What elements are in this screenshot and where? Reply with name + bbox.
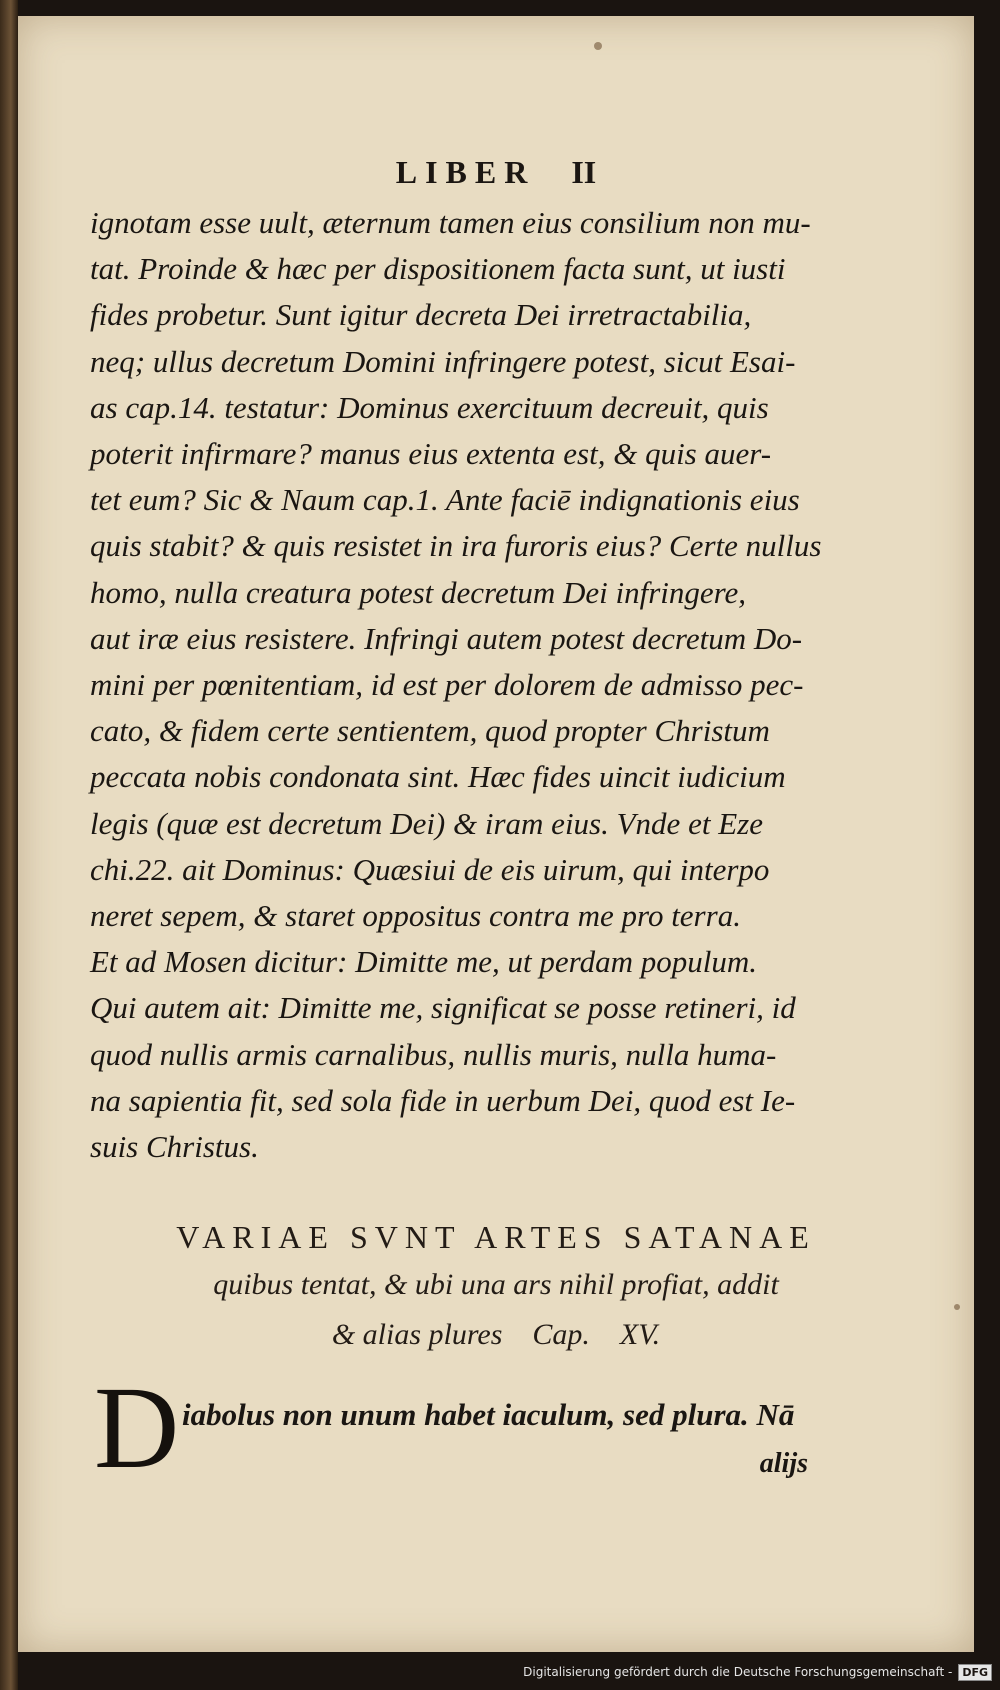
- text-line: tet eum? Sic & Naum cap.1. Ante faciē indignationis eius: [90, 482, 800, 518]
- text-line: homo, nulla creatura potest decretum Dei infringere,: [90, 574, 747, 610]
- text-line: legis (quæ est decretum Dei) & iram eius. Vnde et Eze: [90, 805, 763, 841]
- text-line: neq; ullus decretum Domini infringere potest, sicut Esai-: [90, 343, 796, 379]
- text-line: quod nullis armis carnalibus, nullis muris, nulla huma-: [90, 1036, 777, 1072]
- text-line: mini per pœnitentiam, id est per dolorem de admisso pec-: [90, 667, 804, 703]
- text-line: Qui autem ait: Dimitte me, significat se posse retineri, id: [90, 990, 796, 1026]
- text-line: ignotam esse uult, æternum tamen eius consilium non mu-: [90, 205, 811, 240]
- text-line: peccata nobis condonata sint. Hæc fides uincit iudicium: [90, 759, 786, 795]
- text-line: na sapientia fit, sed sola fide in uerbum Dei, quod est Ie-: [90, 1082, 796, 1118]
- running-title: LIBER: [395, 154, 536, 190]
- text-line: aut iræ eius resistere. Infringi autem potest decretum Do-: [90, 620, 803, 656]
- chapter-subtitle-line: quibus tentat, & ubi una ars nihil profiat, addit: [213, 1268, 779, 1301]
- credit-text: Digitalisierung gefördert durch die Deutsche Forschungsgemeinschaft -: [523, 1665, 953, 1679]
- digitization-credit: [523, 1658, 992, 1686]
- text-line: neret sepem, & staret oppositus contra me pro terra.: [90, 898, 741, 934]
- dfg-logo: DFG: [958, 1664, 992, 1681]
- text-line: tat. Proinde & hæc per dispositionem facta sunt, ut iusti: [90, 251, 786, 287]
- book-page: [18, 16, 974, 1652]
- text-line: cato, & fidem certe sentientem, quod propter Christum: [90, 713, 770, 749]
- running-header: [18, 154, 974, 191]
- body-text: [90, 200, 870, 1170]
- text-line: as cap.14. testatur: Dominus exercituum decreuit, quis: [90, 389, 769, 425]
- catchword: alijs: [759, 1448, 808, 1479]
- text-line: Et ad Mosen dicitur: Dimitte me, ut perdam populum.: [90, 944, 757, 980]
- chapter-title: VARIAE SVNT ARTES SATANAE: [176, 1219, 816, 1255]
- folio-number: II: [571, 154, 597, 190]
- drop-cap: D: [94, 1362, 180, 1493]
- paper-stain: [594, 42, 602, 50]
- chapter-subtitle-line: & alias plures Cap. XV.: [331, 1318, 661, 1351]
- chapter-opening-text: iabolus non unum habet iaculum, sed plura. Nā: [182, 1397, 795, 1432]
- book-spine-edge: [0, 0, 18, 1690]
- chapter-heading: [18, 1214, 974, 1360]
- text-line: fides probetur. Sunt igitur decreta Dei irretractabilia,: [90, 297, 752, 333]
- text-line: quis stabit? & quis resistet in ira furoris eius? Certe nullus: [90, 528, 822, 564]
- text-line: poterit infirmare? manus eius extenta est, & quis auer-: [90, 436, 772, 472]
- text-line: chi.22. ait Dominus: Quæsiui de eis uirum, qui interpo: [90, 851, 770, 887]
- text-line: suis Christus.: [90, 1129, 259, 1165]
